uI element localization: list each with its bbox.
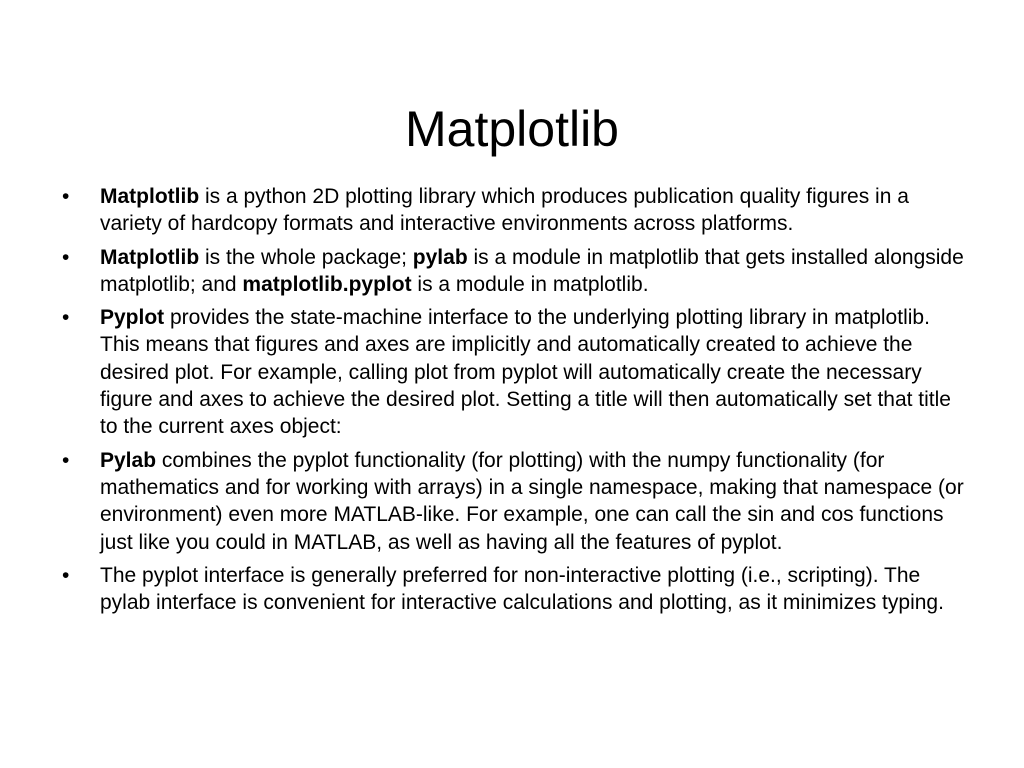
bullet-dot-icon: • (62, 306, 70, 330)
bullet-2-term-matplotlib: Matplotlib (100, 245, 200, 269)
bullet-1-text: is a python 2D plotting library which produces publication quality figures in a variety of hardcopy formats and interactive environments across platforms. (100, 185, 909, 236)
bullet-1-term: Matplotlib (100, 185, 200, 208)
bullet-dot-icon: • (62, 185, 70, 208)
bullet-2-term-pylab: pylab (412, 245, 468, 269)
bullet-item-5 (62, 562, 972, 617)
bullet-list (62, 183, 972, 622)
bullet-2-term-pyplot-module: matplotlib.pyplot (242, 272, 412, 296)
bullet-dot-icon: • (62, 448, 70, 472)
bullet-2-text-1: is the whole package; (199, 245, 413, 269)
bullet-item-4 (62, 447, 972, 556)
slide-title: Matplotlib (405, 100, 619, 157)
bullet-dot-icon: • (62, 245, 70, 269)
bullet-dot-icon: • (62, 563, 70, 587)
bullet-4-term: Pylab (100, 448, 157, 472)
bullet-4-text: combines the pyplot functionality (for plotting) with the numpy functionality (for mathematics and for working with arrays) in a single namespace, making that namespace (or environment) even more MATLAB-like. For example, one can call the sin and cos functions just like you could in MATLAB, as well as having all the features of pyplot. (100, 448, 964, 554)
bullet-item-2 (62, 244, 972, 299)
bullet-3-term: Pyplot (100, 306, 165, 330)
bullet-5-text: The pyplot interface is generally preferred for non-interactive plotting (i.e., scripting). The pylab interface is convenient for interactive calculations and plotting, as it minimizes typing. (100, 563, 944, 615)
bullet-2-text-2: is a module in matplotlib that gets installed alongside matplotlib; and (100, 245, 964, 296)
bullet-3-text: provides the state-machine interface to the underlying plotting library in matplotlib. This means that figures and axes are implicitly and automatically created to achieve the desired plot. For example, calling plot from pyplot will automatically create the necessary figure and axes to achieve the desired plot. Setting a title will then automatically set that title to the current axes object: (100, 306, 951, 439)
bullet-2-text-3: is a module in matplotlib. (411, 272, 649, 296)
bullet-item-3 (62, 304, 972, 440)
bullet-item-1 (62, 183, 972, 238)
